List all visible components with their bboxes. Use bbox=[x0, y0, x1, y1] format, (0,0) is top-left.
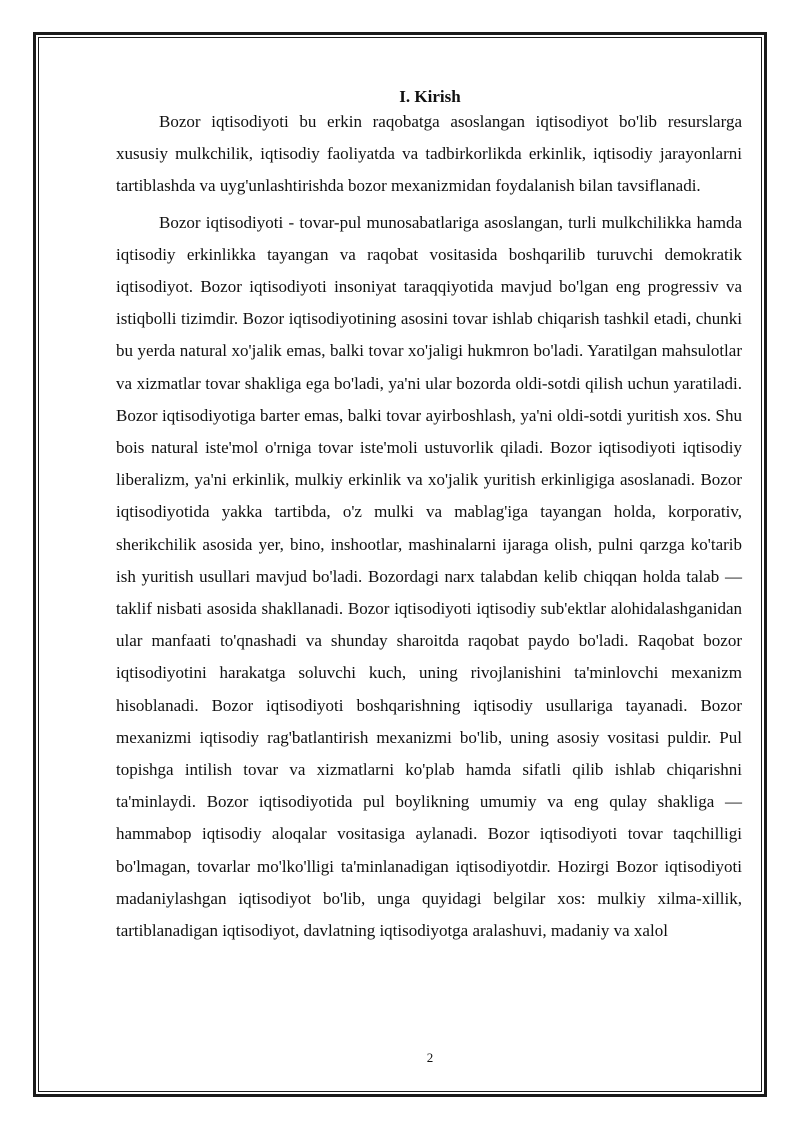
page-number: 2 bbox=[426, 1050, 434, 1065]
section-title: I. Kirish bbox=[399, 87, 461, 106]
paragraph-2: Bozor iqtisodiyoti - tovar-pul munosabatlariga asoslangan, turli mulkchilikka hamda iqtisodiy erkinlikka tayangan va raqobat vositasida boshqarilib turuvchi demokratik iqtisodiyot. Bozor iqtisodiyoti insoniyat taraqqiyotida mavjud bo'lgan eng progressiv va istiqbolli tizimdir. Bozor iqtisodiyotining asosini tovar ishlab chiqarish tashkil etadi, chunki bu yerda natural xo'jalik emas, balki tovar xo'jaligi hukmron bo'ladi. Yaratilgan mahsulotlar va xizmatlar tovar shakliga ega bo'ladi, ya'ni ular bozorda oldi-sotdi qilish uchun yaratiladi. Bozor iqtisodiyotiga barter emas, balki tovar ayirboshlash, ya'ni oldi-sotdi yuritish xos. Shu bois natural iste'mol o'rniga tovar iste'moli ustuvorlik qiladi. Bozor iqtisodiyoti iqtisodiy liberalizm, ya'ni erkinlik, mulkiy erkinlik va xo'jalik yuritish erkinligiga asoslanadi. Bozor iqtisodiyotida yakka tartibda, o'z mulki va mablag'iga tayangan holda, korporativ, sherikchilik asosida yer, bino, inshootlar, mashinalarni ijaraga olish, pulni qarzga ko'tarib ish yuritish usullari mavjud bo'ladi. Bozordagi narx talabdan kelib chiqqan holda talab — taklif nisbati asosida shakllanadi. Bozor iqtisodiyoti iqtisodiy sub'ektlar alohidalashganidan ular manfaati to'qnashadi va shunday sharoitda raqobat paydo bo'ladi. Raqobat bozor iqtisodiyotini harakatga soluvchi kuch, uning rivojlanishini ta'minlovchi mexanizm hisoblanadi. Bozor iqtisodiyoti boshqarishning iqtisodiy usullariga tayanadi. Bozor mexanizmi iqtisodiy rag'batlantirish mexanizmi bo'lib, uning asosiy vositasi puldir. Pul topishga intilish tovar va xizmatlarni ko'plab hamda sifatli qilib ishlab chiqarishni ta'minlaydi. Bozor iqtisodiyotida pul boylikning umumiy va eng qulay shakliga — hammabop iqtisodiy aloqalar vositasiga aylanadi. Bozor iqtisodiyoti tovar taqchilligi bo'lmagan, tovarlar mo'lko'lligi ta'minlanadigan iqtisodiyotdir. Hozirgi Bozor iqtisodiyoti madaniylashgan iqtisodiyot bo'lib, unga quyidagi belgilar xos: mulkiy xilma-xillik, tartiblanadigan iqtisodiyot, davlatning iqtisodiyotga aralashuvi, madaniy va xalol bbox=[116, 212, 742, 941]
paragraph-1: Bozor iqtisodiyoti bu erkin raqobatga asoslangan iqtisodiyot bo'lib resurslarga xususiy mulkchilik, iqtisodiy faoliyatda va tadbirkorlikda erkinlik, iqtisodiy jarayonlarni tartiblashda va uyg'unlashtirishda bozor mexanizmidan foydalanish bilan tavsiflanadi. bbox=[116, 112, 742, 196]
body-text bbox=[116, 106, 742, 947]
